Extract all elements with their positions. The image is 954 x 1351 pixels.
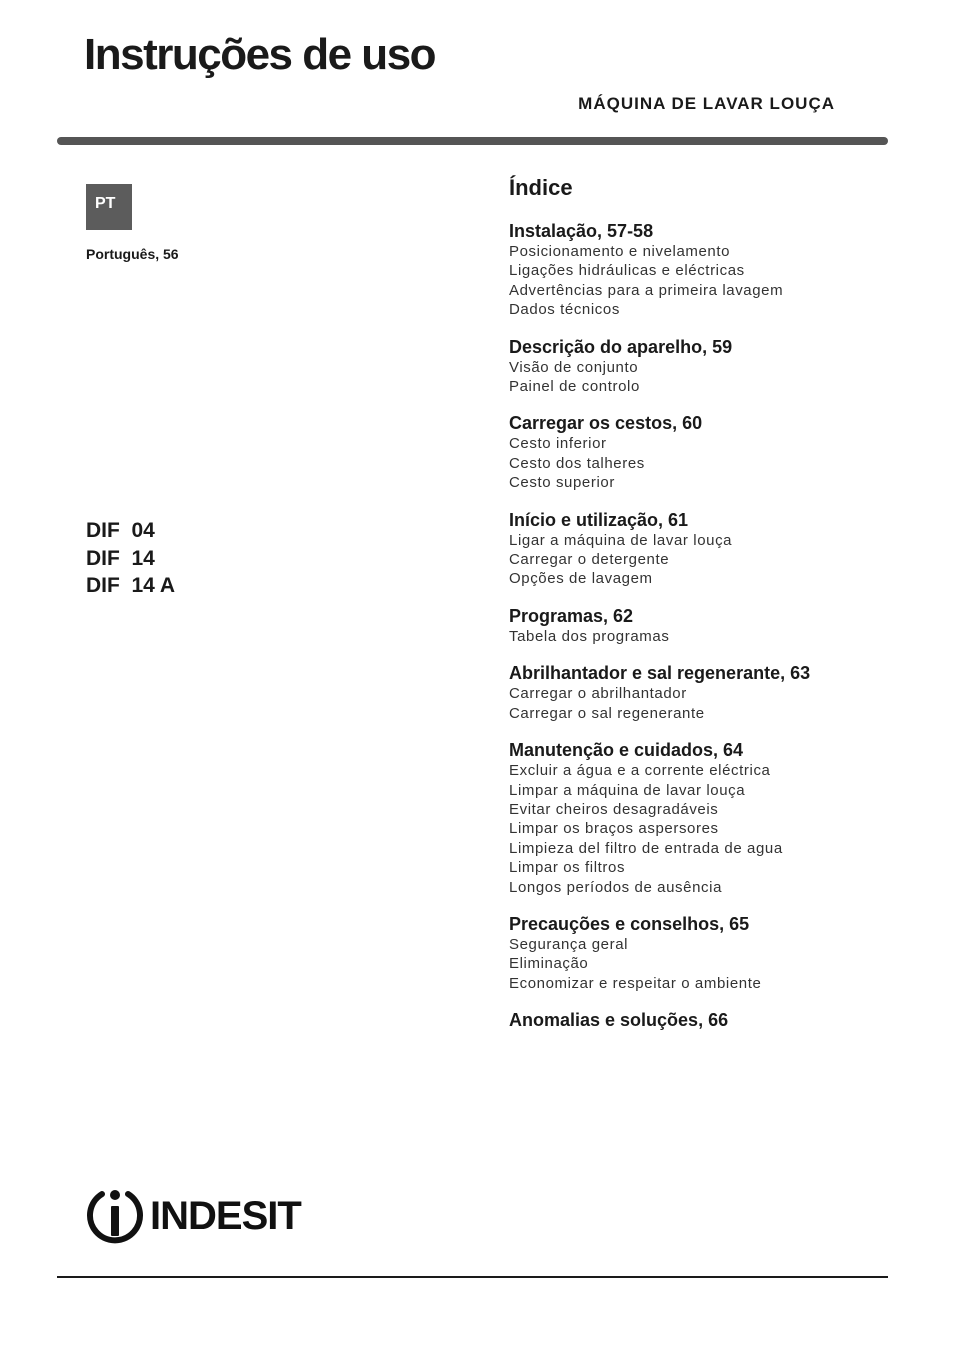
toc-item: Cesto inferior <box>509 435 607 453</box>
indesit-logo <box>86 1186 301 1246</box>
toc-item: Painel de controlo <box>509 378 640 396</box>
toc-item: Eliminação <box>509 955 589 973</box>
toc-item: Tabela dos programas <box>509 627 670 645</box>
toc-item: Dados técnicos <box>509 301 620 319</box>
model-name: DIF 04 <box>86 519 155 542</box>
toc-section <box>509 1010 929 1031</box>
indesit-i-icon <box>86 1186 144 1246</box>
toc-item: Longos períodos de ausência <box>509 878 723 896</box>
toc-item: Posicionamento e nivelamento <box>509 243 731 260</box>
toc-item: Limpieza del filtro de entrada de agua <box>509 839 783 857</box>
toc-section <box>509 914 929 993</box>
product-subtitle: MÁQUINA DE LAVAR LOUÇA <box>578 94 835 113</box>
table-of-contents <box>509 175 929 1048</box>
toc-section <box>509 663 929 723</box>
language-reference: Português, 56 <box>86 246 179 262</box>
model-list <box>86 517 175 600</box>
model-name: DIF 14 <box>86 546 155 570</box>
toc-item: Ligar a máquina de lavar louça <box>509 531 733 549</box>
language-badge: PT <box>86 184 132 230</box>
toc-section <box>509 221 929 320</box>
toc-section-title: Abrilhantador e sal regenerante, 63 <box>509 663 811 684</box>
model-name: DIF 14 A <box>86 574 176 597</box>
toc-item: Opções de lavagem <box>509 570 653 588</box>
toc-item: Limpar os braços aspersores <box>509 820 719 838</box>
toc-section <box>509 606 929 646</box>
footer-divider <box>57 1276 888 1278</box>
toc-heading: Índice <box>509 175 573 200</box>
toc-section-title: Precauções e conselhos, 65 <box>509 913 750 934</box>
toc-item: Limpar a máquina de lavar louça <box>509 781 746 799</box>
toc-section-title: Descrição do aparelho, 59 <box>509 336 733 357</box>
toc-section-title: Instalação, 57-58 <box>509 221 654 241</box>
toc-sections <box>509 221 929 1031</box>
toc-item: Evitar cheiros desagradáveis <box>509 800 719 818</box>
toc-item: Ligações hidráulicas e eléctricas <box>509 262 745 280</box>
toc-item: Carregar o abrilhantador <box>509 685 687 703</box>
toc-section <box>509 413 929 492</box>
brand-wordmark: INDESIT <box>150 1194 301 1238</box>
toc-item: Advertências para a primeira lavagem <box>509 281 784 299</box>
toc-section <box>509 510 929 589</box>
toc-item: Economizar e respeitar o ambiente <box>509 974 762 992</box>
toc-section <box>509 740 929 897</box>
toc-item: Limpar os filtros <box>509 859 626 877</box>
toc-item: Excluir a água e a corrente eléctrica <box>509 762 771 780</box>
toc-item: Carregar o sal regenerante <box>509 704 705 722</box>
toc-item: Carregar o detergente <box>509 551 670 569</box>
header-divider <box>57 137 888 145</box>
toc-item: Segurança geral <box>509 935 629 953</box>
toc-section-title: Manutenção e cuidados, 64 <box>509 740 744 761</box>
toc-section-title: Carregar os cestos, 60 <box>509 413 703 434</box>
page-title: Instruções de uso <box>84 30 436 79</box>
toc-item: Visão de conjunto <box>509 358 639 376</box>
toc-section <box>509 337 929 397</box>
toc-item: Cesto dos talheres <box>509 454 645 472</box>
toc-section-title: Início e utilização, 61 <box>509 509 689 530</box>
toc-item: Cesto superior <box>509 474 615 492</box>
toc-section-title: Anomalias e soluções, 66 <box>509 1010 729 1031</box>
toc-section-title: Programas, 62 <box>509 605 634 626</box>
